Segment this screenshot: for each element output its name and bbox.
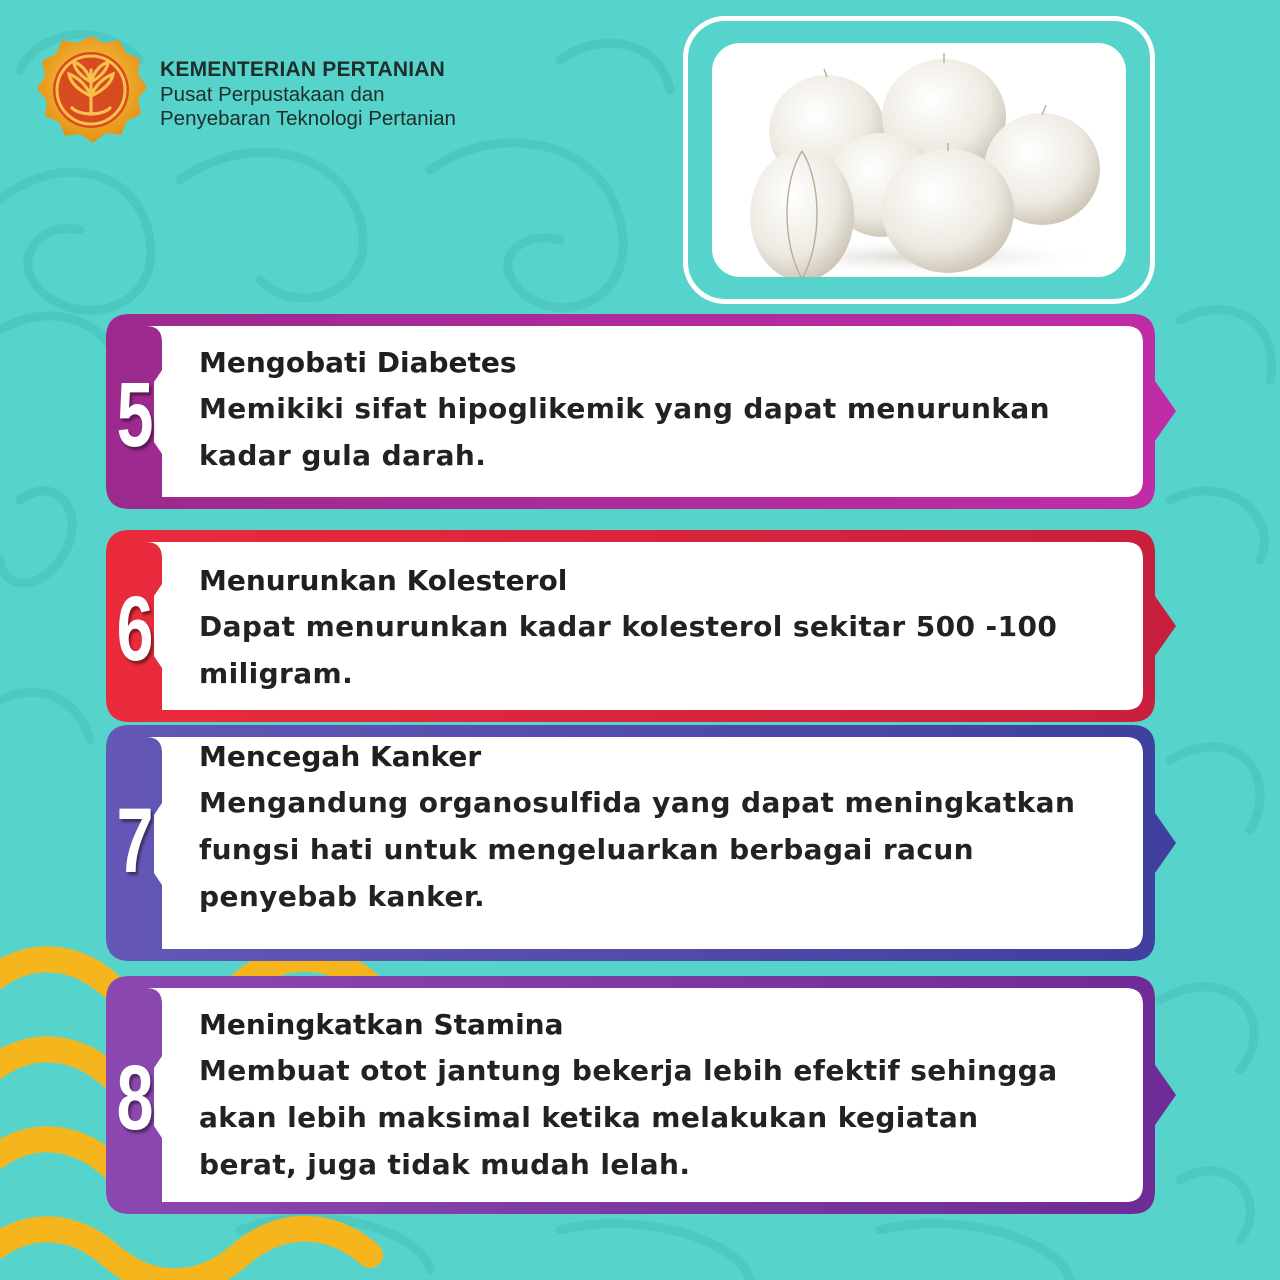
benefit-number: 8: [116, 1047, 154, 1149]
ministry-logo: [30, 32, 152, 156]
benefit-number: 5: [116, 364, 154, 466]
benefit-line: fungsi hati untuk mengeluarkan berbagai racun: [199, 833, 975, 866]
benefit-line: Membuat otot jantung bekerja lebih efektif sehingga: [199, 1054, 1058, 1087]
benefit-card: [106, 976, 1176, 1214]
benefit-line: penyebab kanker.: [199, 880, 486, 913]
benefit-title: Mengobati Diabetes: [199, 346, 517, 379]
benefit-line: akan lebih maksimal ketika melakukan kegiatan: [199, 1101, 979, 1134]
benefit-card: [106, 314, 1176, 509]
benefit-content: [199, 739, 1096, 920]
benefit-title: Meningkatkan Stamina: [199, 1008, 564, 1041]
benefit-line: Mengandung organosulfida yang dapat meningkatkan: [199, 786, 1076, 819]
benefit-title: Menurunkan Kolesterol: [199, 564, 568, 597]
benefit-title: Mencegah Kanker: [199, 740, 482, 773]
benefit-content: [199, 563, 1096, 697]
benefit-line: kadar gula darah.: [199, 439, 487, 472]
unit-name-line1: Pusat Perpustakaan dan: [160, 82, 385, 106]
onion-illustration: [712, 43, 1126, 277]
photo-frame: [683, 16, 1155, 304]
benefit-line: miligram.: [199, 657, 354, 690]
benefit-card: [106, 725, 1176, 961]
benefit-description: [199, 1047, 1096, 1188]
benefit-number: 6: [116, 578, 154, 680]
organization-header: [160, 58, 456, 131]
benefit-card: [106, 530, 1176, 722]
benefit-line: berat, juga tidak mudah lelah.: [199, 1148, 691, 1181]
benefit-content: [199, 345, 1096, 479]
onion-photo: [712, 43, 1126, 277]
ministry-name: KEMENTERIAN PERTANIAN: [160, 58, 445, 81]
benefit-content: [199, 1007, 1096, 1188]
benefit-description: [199, 385, 1096, 479]
unit-name-line2: Penyebaran Teknologi Pertanian: [160, 106, 456, 130]
benefit-line: Dapat menurunkan kadar kolesterol sekitar 500 -100: [199, 610, 1058, 643]
benefit-line: Memikiki sifat hipoglikemik yang dapat menurunkan: [199, 392, 1050, 425]
benefit-description: [199, 603, 1096, 697]
benefit-description: [199, 779, 1096, 920]
benefit-number: 7: [116, 790, 154, 892]
